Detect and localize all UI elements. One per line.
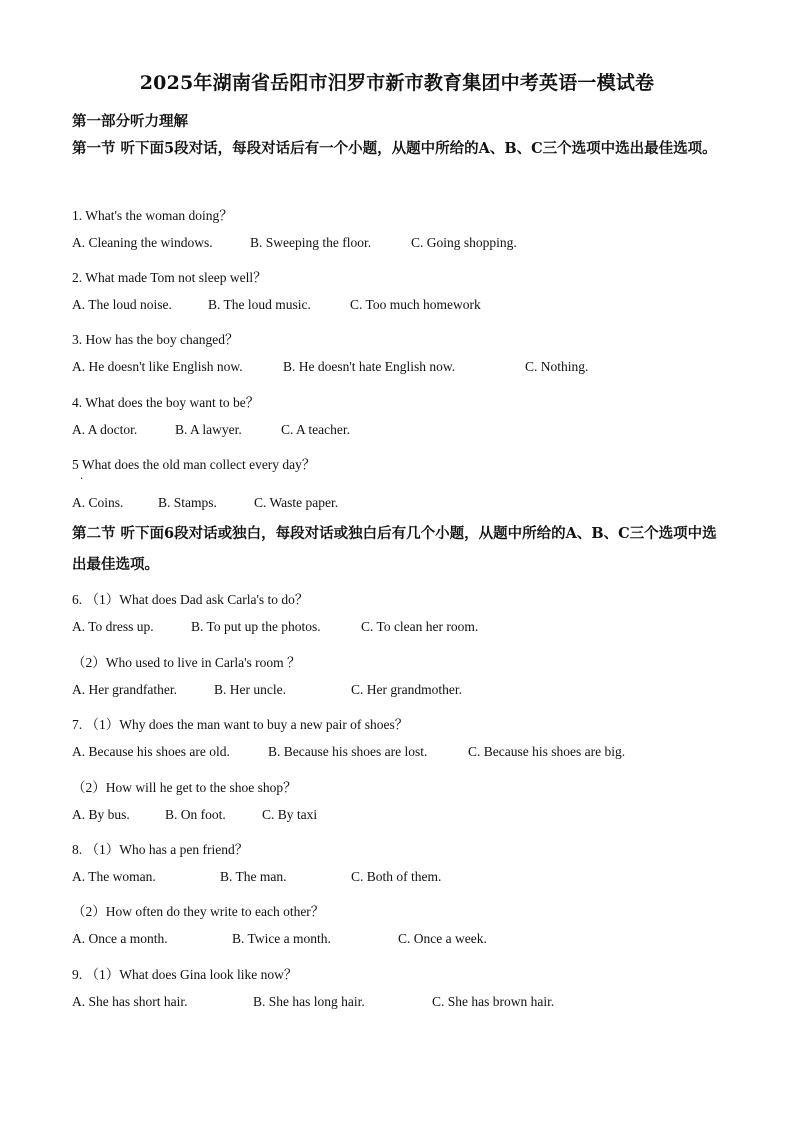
q7-1-option-a: A. Because his shoes are old.	[72, 744, 230, 759]
question-8-1: 8. （1）Who has a pen friend？	[72, 842, 249, 857]
question-7-1: 7. （1）Why does the man want to buy a new pair of shoes？	[72, 717, 409, 732]
q3-option-a: A. He doesn't like English now.	[72, 359, 243, 374]
q8-1-option-a: A. The woman.	[72, 869, 156, 884]
question-5: 5 What does the old man collect every day？	[72, 457, 316, 472]
question-9-1: 9. （1）What does Gina look like now？	[72, 967, 298, 982]
q3-option-b: B. He doesn't hate English now.	[283, 359, 456, 374]
section-1-instruction: 第一节 听下面5段对话，每段对话后有一个小题，从题中所给的A、B、C三个选项中选出最佳选项。	[72, 140, 717, 157]
question-1: 1. What's the woman doing？	[72, 208, 233, 223]
q1-option-a: A. Cleaning the windows.	[72, 235, 213, 250]
question-4: 4. What does the boy want to be？	[72, 395, 260, 410]
q3-option-c: C. Nothing.	[525, 359, 589, 374]
question-6-2: （2）Who used to live in Carla's room ？	[72, 655, 301, 670]
q1-option-c: C. Going shopping.	[411, 235, 517, 250]
question-8-2: （2）How often do they write to each other？	[72, 904, 325, 919]
stray-mark: ·	[80, 474, 84, 485]
q8-1-option-b: B. The man.	[220, 869, 287, 884]
part-heading: 第一部分听力理解	[72, 113, 188, 130]
q7-2-option-b: B. On foot.	[165, 807, 226, 822]
q7-1-option-c: C. Because his shoes are big.	[468, 744, 626, 759]
q7-1-option-b: B. Because his shoes are lost.	[268, 744, 428, 759]
q9-1-option-a: A. She has short hair.	[72, 994, 188, 1009]
question-7-2: （2）How will he get to the shoe shop？	[72, 780, 297, 795]
page-title: 2025年湖南省岳阳市汨罗市新市教育集团中考英语一模试卷	[139, 72, 655, 94]
q8-2-option-c: C. Once a week.	[398, 931, 487, 946]
q4-option-c: C. A teacher.	[281, 422, 350, 437]
question-3: 3. How has the boy changed？	[72, 332, 239, 347]
section-2-instruction: 第二节 听下面6段对话或独白，每段对话或独白后有几个小题，从题中所给的A、B、C三个选项中选出最佳选项。	[72, 525, 717, 573]
q7-2-option-a: A. By bus.	[72, 807, 130, 822]
q8-2-option-b: B. Twice a month.	[232, 931, 331, 946]
q2-option-c: C. Too much homework	[350, 297, 481, 312]
question-6-1: 6. （1）What does Dad ask Carla's to do？	[72, 592, 309, 607]
q4-option-b: B. A lawyer.	[175, 422, 242, 437]
q2-option-b: B. The loud music.	[208, 297, 311, 312]
q1-option-b: B. Sweeping the floor.	[250, 235, 372, 250]
question-2: 2. What made Tom not sleep well？	[72, 270, 267, 285]
q6-2-option-c: C. Her grandmother.	[351, 682, 462, 697]
q2-option-a: A. The loud noise.	[72, 297, 172, 312]
q8-1-option-c: C. Both of them.	[351, 869, 442, 884]
q6-2-option-a: A. Her grandfather.	[72, 682, 177, 697]
q8-2-option-a: A. Once a month.	[72, 931, 168, 946]
q7-2-option-c: C. By taxi	[262, 807, 318, 822]
q4-option-a: A. A doctor.	[72, 422, 138, 437]
q5-option-c: C. Waste paper.	[254, 495, 339, 510]
q6-1-option-c: C. To clean her room.	[361, 619, 479, 634]
q9-1-option-b: B. She has long hair.	[253, 994, 365, 1009]
q9-1-option-c: C. She has brown hair.	[432, 994, 555, 1009]
q6-1-option-a: A. To dress up.	[72, 619, 154, 634]
q5-option-b: B. Stamps.	[158, 495, 217, 510]
q5-option-a: A. Coins.	[72, 495, 124, 510]
q6-1-option-b: B. To put up the photos.	[191, 619, 321, 634]
q6-2-option-b: B. Her uncle.	[214, 682, 286, 697]
